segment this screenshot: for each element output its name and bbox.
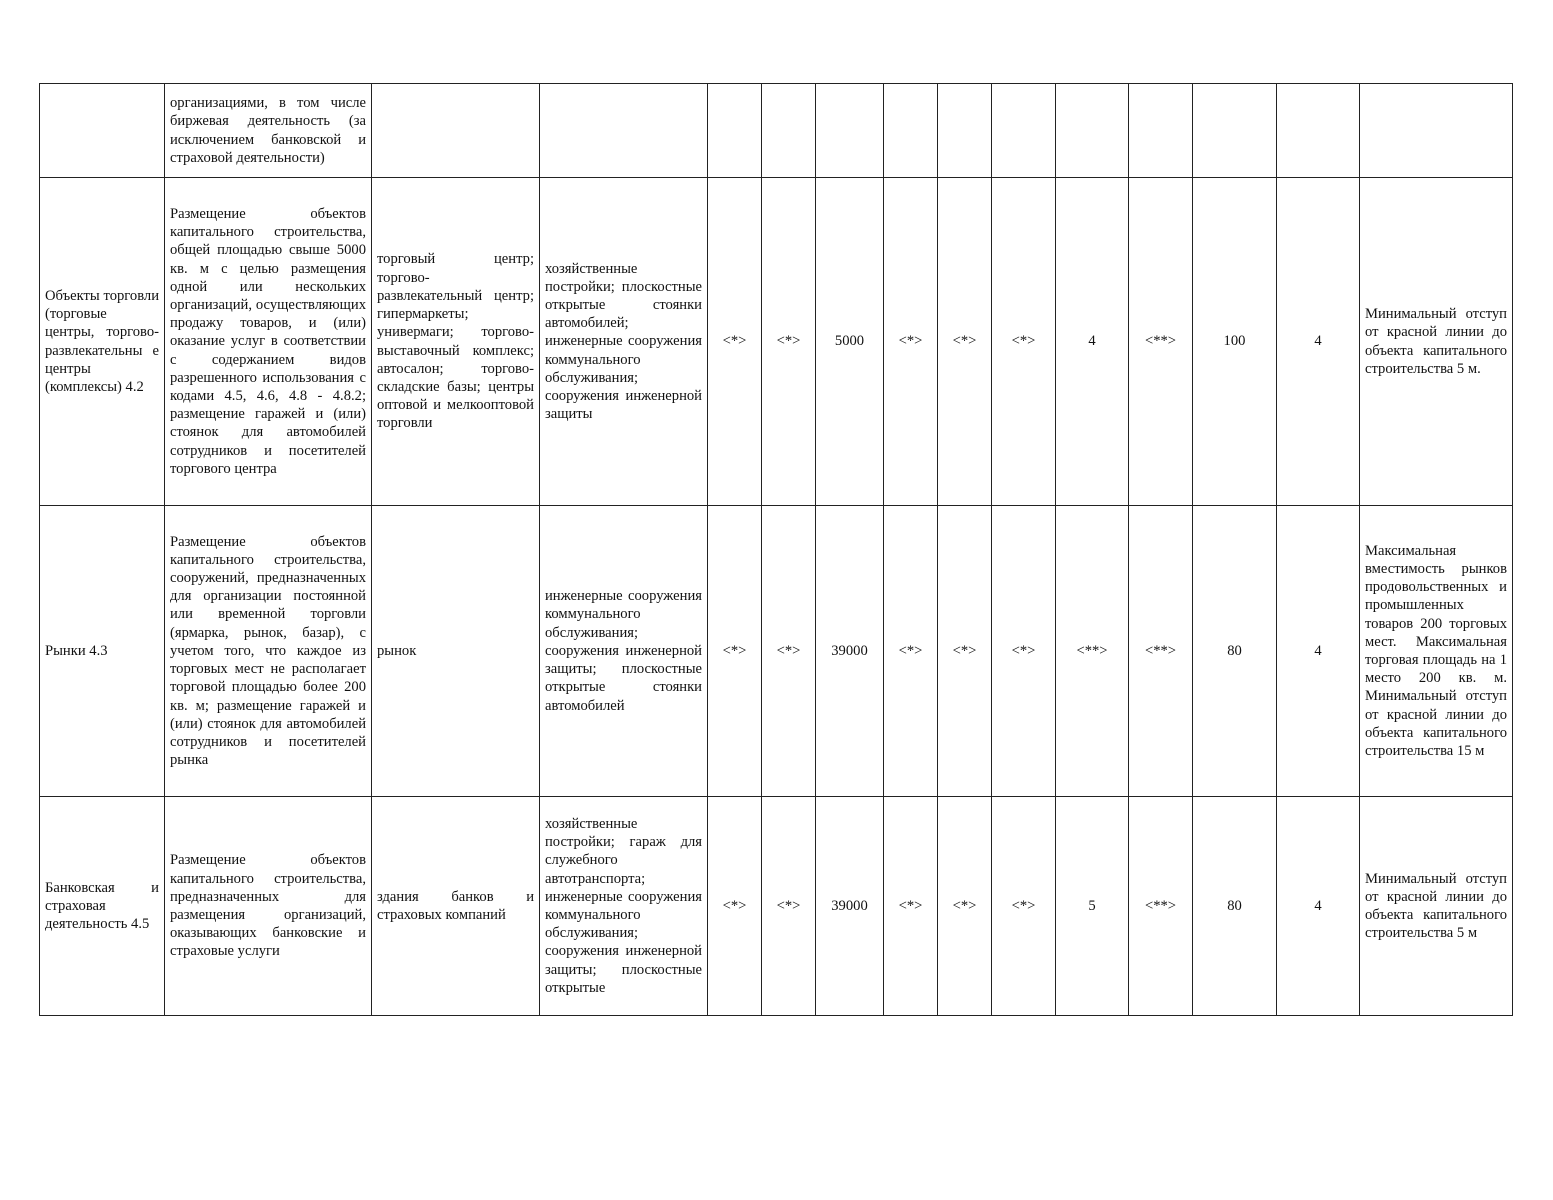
param-cell: <*> xyxy=(884,797,938,1016)
param-cell: <*> xyxy=(938,797,992,1016)
notes-cell: Максимальная вместимость рынков продовольственных и промышленных товаров 200 торговых мест. Максимальная торговая площадь на 1 место 200 кв. м. Минимальный отступ от красной линии до объекта капитального строительства 15 м xyxy=(1360,506,1513,797)
param-cell: 4 xyxy=(1277,506,1360,797)
param-cell: <*> xyxy=(708,506,762,797)
param-cell xyxy=(1129,84,1193,178)
param-cell xyxy=(1056,84,1129,178)
use-type-name xyxy=(40,84,165,178)
auxiliary-objects: хозяйственные постройки; плоскостные открытые стоянки автомобилей; инженерные сооружения коммунального обслуживания; сооружения инженерной защиты xyxy=(540,178,708,506)
auxiliary-objects: инженерные сооружения коммунального обслуживания; сооружения инженерной защиты; плоскостные открытые стоянки автомобилей xyxy=(540,506,708,797)
param-cell: <*> xyxy=(938,178,992,506)
auxiliary-objects xyxy=(540,84,708,178)
zoning-regulations-table xyxy=(39,83,1513,1016)
param-cell: 39000 xyxy=(816,506,884,797)
param-cell: <**> xyxy=(1056,506,1129,797)
use-type-name: Банковская и страховая деятельность 4.5 xyxy=(40,797,165,1016)
param-cell: <*> xyxy=(884,178,938,506)
param-cell: 5000 xyxy=(816,178,884,506)
use-description: организациями, в том числе биржевая деятельность (за исключением банковской и страховой деятельности) xyxy=(165,84,372,178)
use-description: Размещение объектов капитального строительства, общей площадью свыше 5000 кв. м с целью размещения одной или нескольких организаций, осуществляющих продажу товаров, и (или) оказание услуг в соответствии с содержанием видов разрешенного использования с кодами 4.5, 4.6, 4.8 - 4.8.2; размещение гаражей и (или) стоянок для автомобилей сотрудников и посетителей торгового центра xyxy=(165,178,372,506)
param-cell: <*> xyxy=(762,506,816,797)
notes-cell xyxy=(1360,84,1513,178)
param-cell: <*> xyxy=(762,178,816,506)
use-description: Размещение объектов капитального строительства, предназначенных для размещения организаций, оказывающих банковские и страховые услуги xyxy=(165,797,372,1016)
param-cell: 80 xyxy=(1193,506,1277,797)
param-cell: <*> xyxy=(708,178,762,506)
param-cell: <*> xyxy=(992,178,1056,506)
main-objects: торговый центр; торгово-развлекательный центр; гипермаркеты; универмаги; торгово-выставочный комплекс; автосалон; торгово-складские базы; центры оптовой и мелкооптовой торговли xyxy=(372,178,540,506)
param-cell xyxy=(1193,84,1277,178)
param-cell: 5 xyxy=(1056,797,1129,1016)
notes-cell: Минимальный отступ от красной линии до объекта капитального строительства 5 м xyxy=(1360,797,1513,1016)
param-cell: 80 xyxy=(1193,797,1277,1016)
use-type-name: Объекты торговли (торговые центры, торгово-развлекательны е центры (комплексы) 4.2 xyxy=(40,178,165,506)
param-cell: <*> xyxy=(762,797,816,1016)
use-description: Размещение объектов капитального строительства, сооружений, предназначенных для организации постоянной или временной торговли (ярмарка, рынок, базар), с учетом того, что каждое из торговых мест не располагает торговой площадью более 200 кв. м; размещение гаражей и (или) стоянок для автомобилей сотрудников и посетителей рынка xyxy=(165,506,372,797)
param-cell: <*> xyxy=(708,797,762,1016)
param-cell xyxy=(708,84,762,178)
param-cell: 4 xyxy=(1056,178,1129,506)
param-cell xyxy=(938,84,992,178)
param-cell: <**> xyxy=(1129,506,1193,797)
main-objects: рынок xyxy=(372,506,540,797)
param-cell: <*> xyxy=(992,797,1056,1016)
param-cell xyxy=(816,84,884,178)
param-cell: 39000 xyxy=(816,797,884,1016)
param-cell: <*> xyxy=(938,506,992,797)
notes-cell: Минимальный отступ от красной линии до объекта капитального строительства 5 м. xyxy=(1360,178,1513,506)
param-cell: <*> xyxy=(992,506,1056,797)
main-objects: здания банков и страховых компаний xyxy=(372,797,540,1016)
param-cell: 4 xyxy=(1277,178,1360,506)
table-row xyxy=(40,178,1513,506)
param-cell: 4 xyxy=(1277,797,1360,1016)
param-cell: <*> xyxy=(884,506,938,797)
main-objects xyxy=(372,84,540,178)
param-cell: <**> xyxy=(1129,797,1193,1016)
table-row xyxy=(40,797,1513,1016)
use-type-name: Рынки 4.3 xyxy=(40,506,165,797)
param-cell xyxy=(762,84,816,178)
param-cell xyxy=(884,84,938,178)
table-row xyxy=(40,506,1513,797)
param-cell: <**> xyxy=(1129,178,1193,506)
auxiliary-objects: хозяйственные постройки; гараж для служебного автотранспорта; инженерные сооружения коммунального обслуживания; сооружения инженерной защиты; плоскостные открытые xyxy=(540,797,708,1016)
table-row xyxy=(40,84,1513,178)
param-cell xyxy=(1277,84,1360,178)
param-cell xyxy=(992,84,1056,178)
param-cell: 100 xyxy=(1193,178,1277,506)
